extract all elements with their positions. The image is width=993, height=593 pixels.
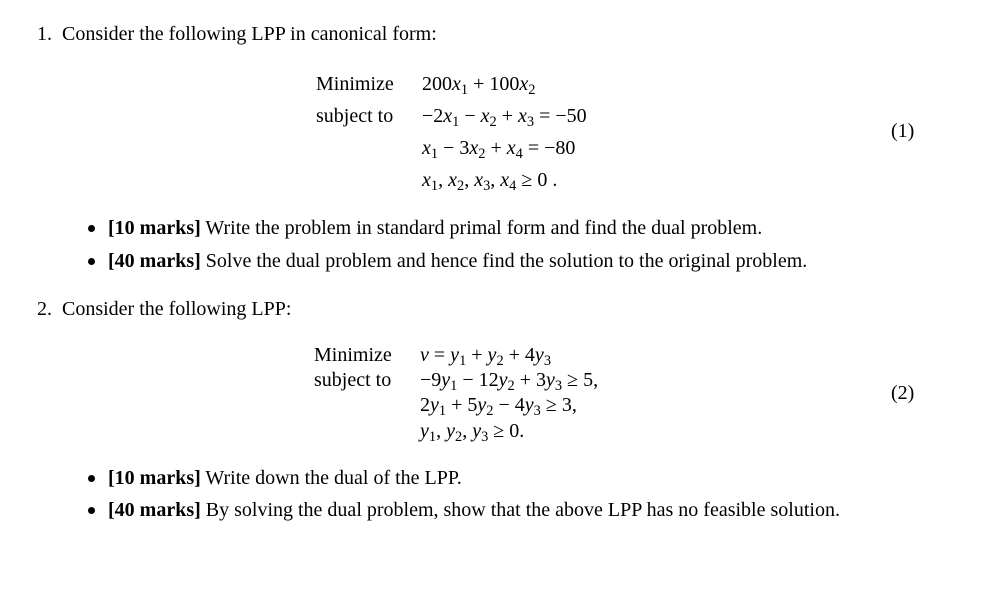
problem-1-equation-number: (1)	[891, 120, 915, 142]
marks-label: [10 marks]	[108, 467, 201, 489]
problem-1-subject-to-label: subject to	[316, 105, 394, 127]
problem-2-bullet-2	[108, 500, 840, 520]
problem-1-intro: Consider the following LPP in canonical form:	[62, 23, 437, 45]
problem-2-equation-number: (2)	[891, 382, 915, 404]
marks-label: [10 marks]	[108, 217, 201, 239]
problem-2-subject-to-label: subject to	[314, 369, 392, 391]
problem-1-minimize-label: Minimize	[316, 73, 394, 95]
marks-label: [40 marks]	[108, 250, 201, 272]
problem-2-bullet-1	[108, 468, 462, 488]
problem-2-constraint-1: $-9y_1 - 12y_2 + 3y_3 \ge 5$,	[420, 369, 599, 395]
bullet-text: By solving the dual problem, show that the above LPP has no feasible solution.	[205, 499, 840, 521]
problem-1-bullet-1	[108, 218, 762, 238]
bullet-text: Write the problem in standard primal form and find the dual problem.	[205, 217, 763, 239]
problem-2-intro: Consider the following LPP:	[62, 298, 292, 320]
problem-1-constraint-2: $x_1 - 3x_2 + x_4 = -80$	[422, 137, 576, 163]
problem-1-objective: $200x_1 + 100x_2$	[422, 73, 536, 99]
bullet-dot	[88, 258, 95, 265]
problem-2-nonnegativity: $y_1$, $y_2$, $y_3 \ge 0$.	[420, 420, 525, 446]
problem-1-constraint-1: $-2x_1 - x_2 + x_3 = -50$	[422, 105, 587, 131]
problem-1-bullet-2	[108, 251, 807, 271]
bullet-dot	[88, 225, 95, 232]
bullet-dot	[88, 475, 95, 482]
bullet-text: Write down the dual of the LPP.	[205, 467, 462, 489]
problem-2-objective: $v = y_1 + y_2 + 4y_3$	[420, 344, 552, 370]
bullet-dot	[88, 507, 95, 514]
problem-1-number: 1.	[37, 23, 52, 45]
problem-1-nonnegativity: $x_1$, $x_2$, $x_3$, $x_4 \ge 0$ .	[422, 169, 558, 195]
marks-label: [40 marks]	[108, 499, 201, 521]
problem-2-number: 2.	[37, 298, 52, 320]
problem-2-constraint-2: $2y_1 + 5y_2 - 4y_3 \ge 3$,	[420, 394, 577, 420]
bullet-text: Solve the dual problem and hence find the solution to the original problem.	[205, 250, 808, 272]
problem-2-minimize-label: Minimize	[314, 344, 392, 366]
